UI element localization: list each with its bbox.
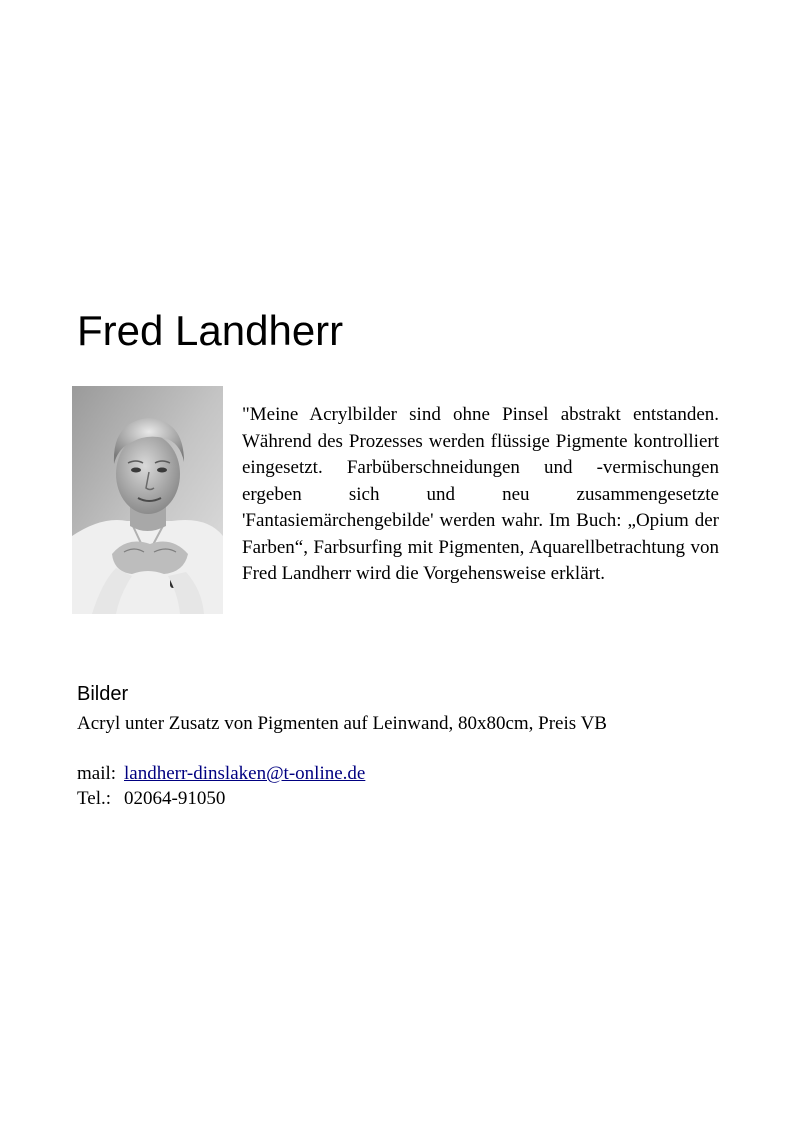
phone-row (77, 787, 365, 812)
page-title: Fred Landherr (77, 307, 344, 354)
section-heading: Bilder (77, 683, 129, 705)
email-label: mail: (77, 763, 117, 784)
artist-portrait-photo (72, 386, 223, 614)
email-link[interactable]: landherr-dinslaken@t-online.de (124, 763, 366, 784)
email-row (77, 762, 365, 787)
phone-number: 02064-91050 (124, 787, 226, 809)
artist-quote: "Meine Acrylbilder sind ohne Pinsel abstrakt entstanden. Während des Prozesses werden flüssige Pigmente kontrolliert eingesetzt. Farbüberschneidungen und -vermischungen ergeben sich und neu zusammengesetzte 'Fantasiemärchengebilde' werden wahr. Im Buch: „Opium der Farben“, Farbsurfing mit Pigmenten, Aquarellbetrachtung von Fred Landherr wird die Vorgehensweise erklärt. (242, 404, 719, 584)
phone-label: Tel.: (77, 787, 112, 809)
contact-block (77, 762, 365, 811)
artwork-description: Acryl unter Zusatz von Pigmenten auf Leinwand, 80x80cm, Preis VB (77, 713, 607, 734)
